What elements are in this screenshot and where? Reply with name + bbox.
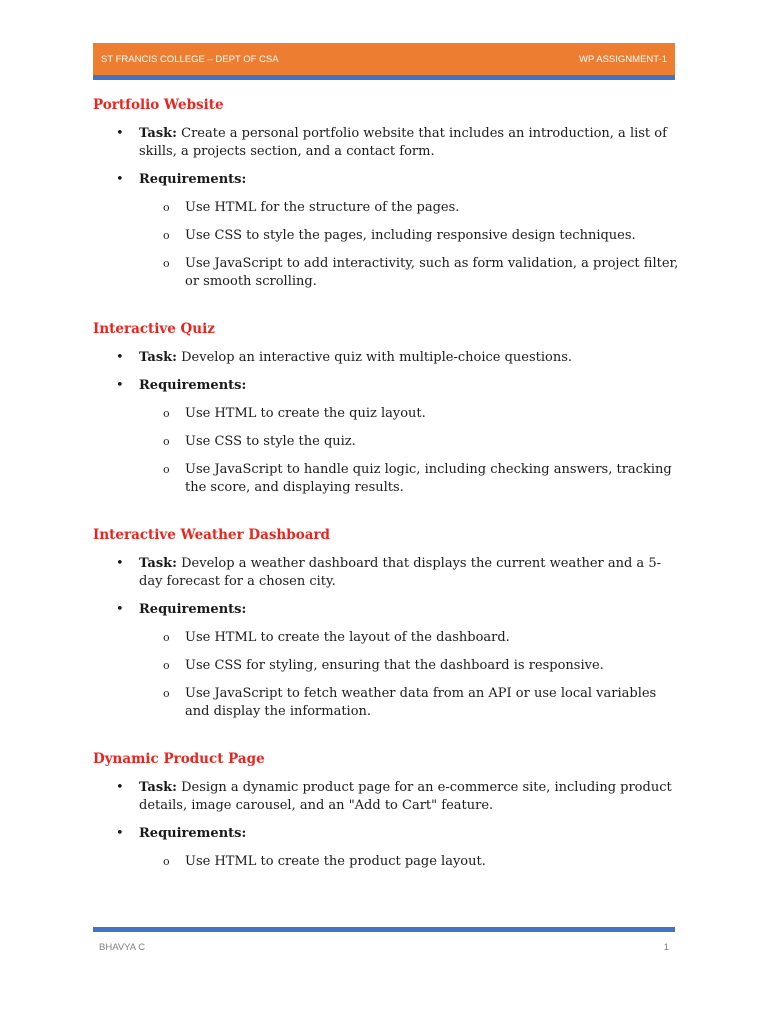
requirement-text: Use HTML for the structure of the pages. [185,200,460,215]
task-label: Task: [139,126,177,141]
requirements-item [93,377,683,497]
requirement-text: Use JavaScript to fetch weather data from an API or use local variables and display the information. [185,686,657,719]
footer-author: BHAVYA C [99,942,146,953]
section-title: Interactive Quiz [93,321,215,337]
task-label: Task: [139,350,177,365]
assignment-section [93,749,683,871]
circle-bullet-icon: o [163,407,170,420]
requirement-item [139,433,683,451]
section-title: Interactive Weather Dashboard [93,527,330,543]
requirement-text: Use HTML to create the layout of the dashboard. [185,630,510,645]
footer-divider [93,927,675,932]
bullet-icon: • [116,378,124,393]
circle-bullet-icon: o [163,201,170,214]
bullet-icon: • [116,126,124,141]
circle-bullet-icon: o [163,435,170,448]
task-text: Develop an interactive quiz with multiple-choice questions. [181,350,573,365]
task-item [93,779,683,815]
requirement-text: Use JavaScript to add interactivity, such as form validation, a project filter, or smooth scrolling. [185,256,679,289]
bullet-list [93,555,683,721]
bullet-icon: • [116,602,124,617]
requirement-item [139,255,683,291]
circle-bullet-icon: o [163,257,170,270]
requirement-text: Use JavaScript to handle quiz logic, including checking answers, tracking the score, and displaying results. [185,462,672,495]
bullet-icon: • [116,826,124,841]
requirement-text: Use HTML to create the quiz layout. [185,406,426,421]
task-item [93,349,683,367]
bullet-list [93,125,683,291]
assignment-section [93,525,683,721]
circle-bullet-icon: o [163,659,170,672]
task-label: Task: [139,556,177,571]
requirement-item [139,685,683,721]
requirement-item [139,853,683,871]
assignment-section [93,319,683,497]
bullet-icon: • [116,350,124,365]
requirements-item [93,825,683,871]
task-text: Develop a weather dashboard that displays the current weather and a 5-day forecast for a chosen city. [139,556,661,589]
section-title: Dynamic Product Page [93,751,265,767]
requirements-list [139,199,683,291]
assignment-section [93,95,683,291]
requirements-label: Requirements: [139,602,247,617]
requirements-item [93,601,683,721]
requirement-item [139,227,683,245]
document-body [93,95,683,899]
requirement-item [139,405,683,423]
circle-bullet-icon: o [163,463,170,476]
requirement-text: Use CSS for styling, ensuring that the dashboard is responsive. [185,658,604,673]
bullet-list [93,349,683,497]
requirements-label: Requirements: [139,378,247,393]
circle-bullet-icon: o [163,855,170,868]
bullet-icon: • [116,172,124,187]
requirements-item [93,171,683,291]
requirement-item [139,461,683,497]
requirement-item [139,199,683,217]
requirement-item [139,657,683,675]
requirements-label: Requirements: [139,172,247,187]
page-number: 1 [663,942,669,953]
circle-bullet-icon: o [163,687,170,700]
header-assignment: WP ASSIGNMENT-1 [579,53,667,65]
task-text: Design a dynamic product page for an e-commerce site, including product details, image carousel, and an "Add to Cart" feature. [139,780,672,813]
circle-bullet-icon: o [163,229,170,242]
requirements-list [139,853,683,871]
section-title: Portfolio Website [93,97,224,113]
requirements-label: Requirements: [139,826,247,841]
bullet-icon: • [116,780,124,795]
bullet-icon: • [116,556,124,571]
task-item [93,125,683,161]
requirement-text: Use CSS to style the quiz. [185,434,356,449]
task-text: Create a personal portfolio website that includes an introduction, a list of skills, a projects section, and a contact form. [139,126,667,159]
requirements-list [139,629,683,721]
bullet-list [93,779,683,871]
header-college: ST FRANCIS COLLEGE – DEPT OF CSA [101,53,279,65]
requirement-item [139,629,683,647]
task-label: Task: [139,780,177,795]
header-divider [93,75,675,80]
requirement-text: Use CSS to style the pages, including responsive design techniques. [185,228,636,243]
circle-bullet-icon: o [163,631,170,644]
page-header [93,43,675,75]
requirement-text: Use HTML to create the product page layout. [185,854,486,869]
task-item [93,555,683,591]
page-footer [93,942,675,953]
requirements-list [139,405,683,497]
